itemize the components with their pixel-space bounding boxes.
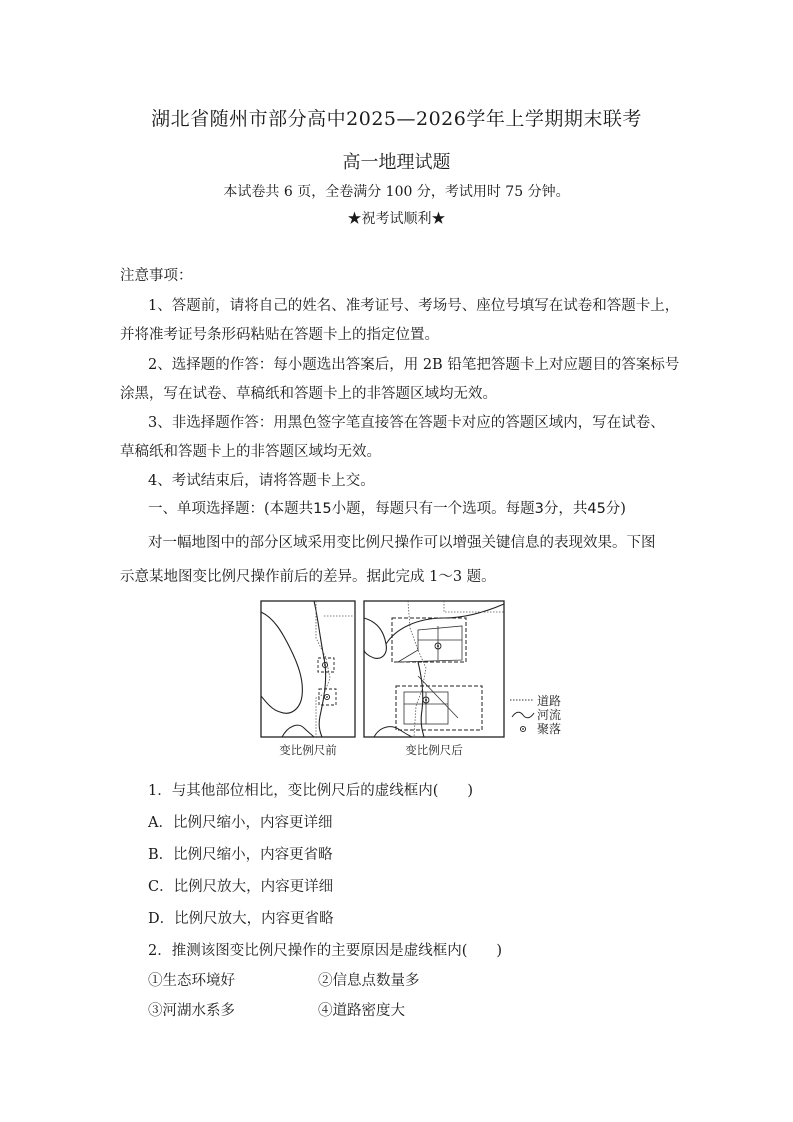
question-1-option-d: D．比例尺放大，内容更省略: [148, 911, 334, 927]
question-1-stem: 1．与其他部位相比，变比例尺后的虚线框内( ): [148, 783, 474, 799]
section-1-heading: [148, 497, 626, 518]
legend-road-label: 道路: [537, 694, 562, 708]
caption-before: 变比例尺前: [279, 743, 337, 757]
notice-item-1-line-2: 并将准考证号条形码粘贴在答题卡上的指定位置。: [120, 327, 439, 343]
map-before-panel: [261, 601, 355, 737]
question-2-stem: 2．推测该图变比例尺操作的主要原因是虚线框内( ): [148, 943, 503, 959]
notice-heading: 注意事项：: [120, 268, 193, 284]
section-1-count: 15: [313, 501, 332, 517]
question-1-option-c: C．比例尺放大，内容更详细: [148, 879, 334, 895]
map-after-panel: [364, 601, 504, 737]
question-2-choice-1: ①生态环境好: [148, 973, 235, 989]
notice-item-3-line-2: 草稿纸和答题卡上的非答题区域均无效。: [120, 444, 381, 460]
section-1-mid1: 小题，每题只有一个选项。每题: [331, 501, 535, 517]
section-1-score: 3: [534, 501, 544, 517]
question-2-choice-4: ④道路密度大: [318, 1003, 405, 1019]
question-2-choice-2: ②信息点数量多: [318, 973, 420, 989]
notice-item-2-line-2: 涂黑，写在试卷、草稿纸和答题卡上的非答题区域均无效。: [120, 386, 497, 402]
section-1-suffix: 分): [605, 501, 626, 517]
legend-river-symbol: [512, 712, 534, 718]
notice-item-2-line-1: 2、选择题的作答：每小题选出答案后，用 2B 铅笔把答题卡上对应题目的答案标号: [148, 357, 680, 373]
notice-item-1-line-1: 1、答题前，请将自己的姓名、准考证号、考场号、座位号填写在试卷和答题卡上，: [148, 298, 680, 314]
legend-river-label: 河流: [537, 708, 562, 722]
section-1-total: 45: [587, 501, 606, 517]
intro-line-1: 对一幅地图中的部分区域采用变比例尺操作可以增强关键信息的表现效果。下图: [148, 535, 656, 551]
exam-info: 本试卷共 6 页，全卷满分 100 分，考试用时 75 分钟。: [223, 184, 570, 200]
subject-title: 高一地理试题: [342, 152, 451, 173]
intro-line-2: 示意某地图变比例尺操作前后的差异。据此完成 1～3 题。: [120, 569, 496, 585]
question-1-option-b: B．比例尺缩小，内容更省略: [148, 847, 333, 863]
caption-after: 变比例尺后: [405, 743, 463, 757]
exam-title: 湖北省随州市部分高中2025—2026学年上学期期末联考: [151, 108, 642, 130]
map-legend: [510, 694, 561, 736]
question-1-option-a: A．比例尺缩小，内容更详细: [148, 815, 333, 831]
section-1-mid2: 分，共: [543, 501, 588, 517]
notice-item-4: 4、考试结束后，请将答题卡上交。: [148, 473, 375, 489]
section-1-prefix: 一、单项选择题：(本题共: [148, 501, 314, 517]
map-figure: [258, 598, 574, 760]
good-luck-line: ★祝考试顺利★: [347, 211, 446, 227]
question-2-choice-3: ③河湖水系多: [148, 1003, 235, 1019]
legend-settlement-label: 聚落: [537, 722, 562, 736]
notice-item-3-line-1: 3、非选择题作答：用黑色签字笔直接答在答题卡对应的答题区域内，写在试卷、: [148, 415, 665, 431]
